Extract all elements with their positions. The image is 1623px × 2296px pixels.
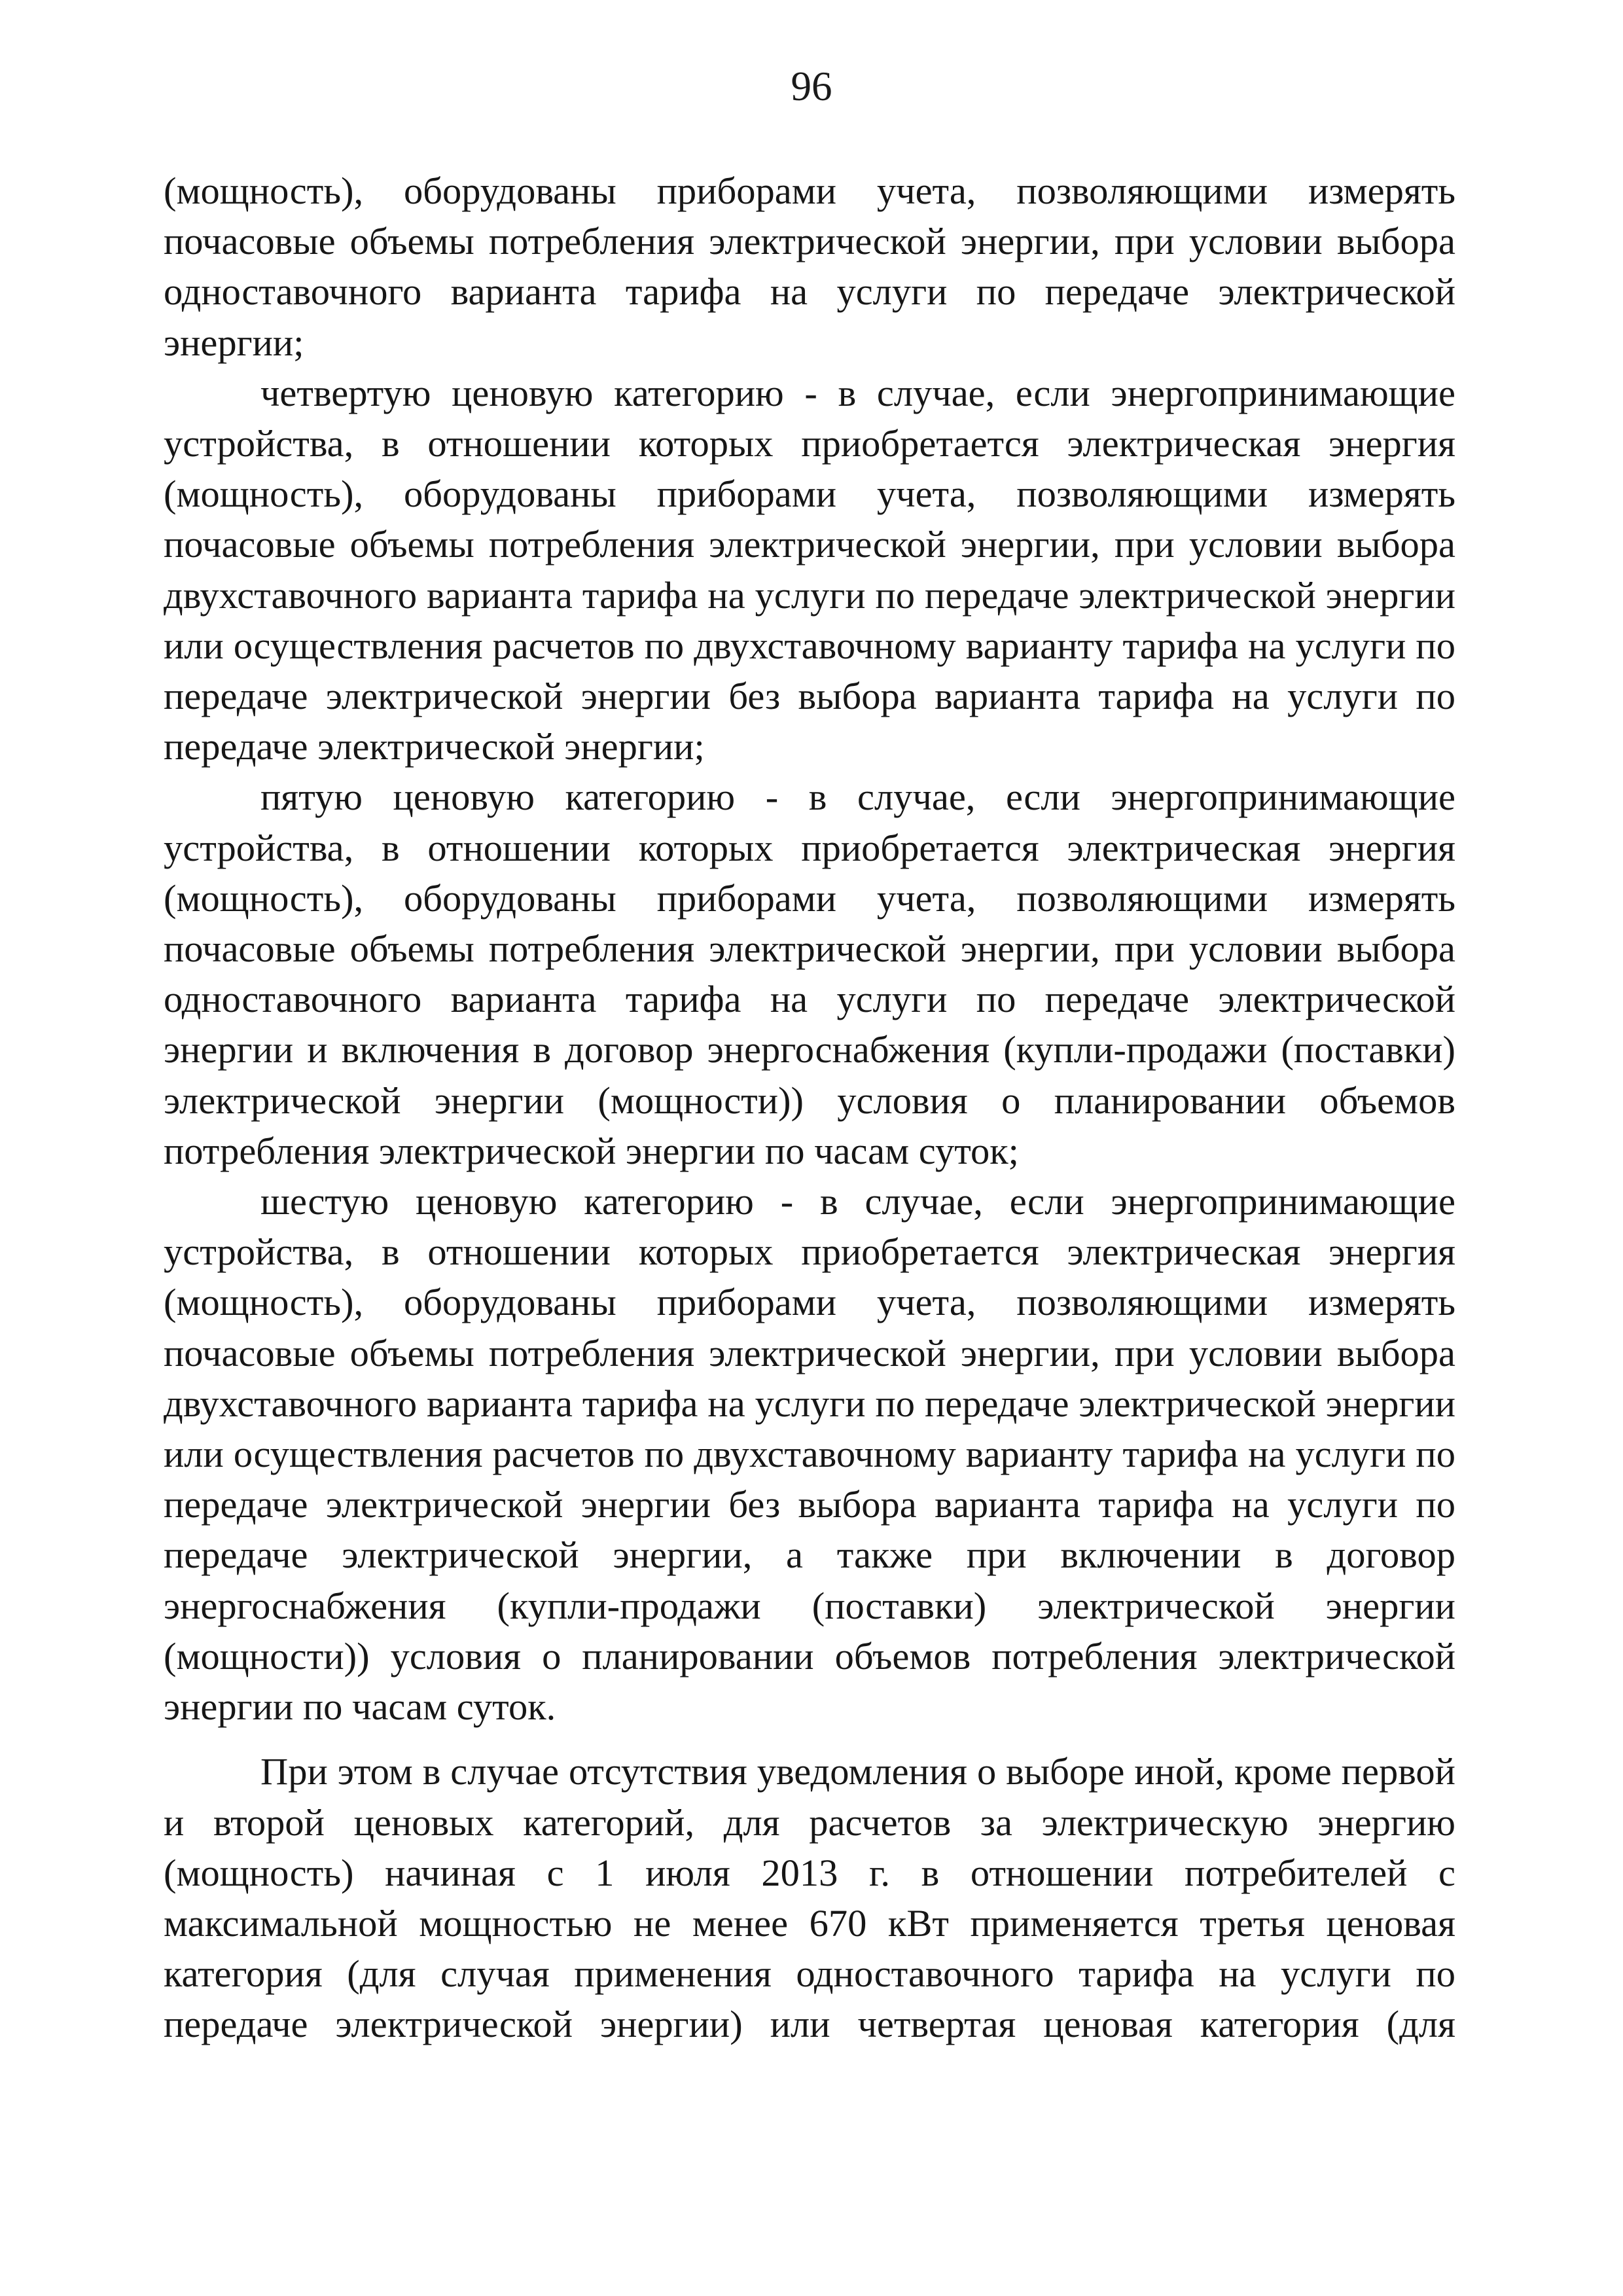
paragraph-default-category: При этом в случае отсутствия уведомления о выборе иной, кроме первой и второй ценовых категорий, для расчетов за электрическую энергию (мощность) начиная с 1 июля 2013 г. в отношении потребителей с максимальной мощностью не менее 670 кВт применяется третья ценовая категория (для случая применения одноставочного тарифа на услуги по передаче электрической энергии) или четвертая ценовая категория (для [164, 1750, 1455, 2046]
paragraph-fourth-category: четвертую ценовую категорию - в случае, если энергопринимающие устройства, в отношении которых приобретается электрическая энергия (мощность), оборудованы приборами учета, позволяющими измерять почасовые объемы потребления электрической энергии, при условии выбора двухставочного варианта тарифа на услуги по передаче электрической энергии или осуществления расчетов по двухставочному варианту тарифа на услуги по передаче электрической энергии без выбора варианта тарифа на услуги по передаче электрической энергии; [164, 371, 1455, 768]
paragraph-continuation: (мощность), оборудованы приборами учета, позволяющими измерять почасовые объемы потребления электрической энергии, при условии выбора одноставочного варианта тарифа на услуги по передаче электрической энергии; [164, 170, 1455, 364]
paragraph-sixth-category: шестую ценовую категорию - в случае, если энергопринимающие устройства, в отношении которых приобретается электрическая энергия (мощность), оборудованы приборами учета, позволяющими измерять почасовые объемы потребления электрической энергии, при условии выбора двухставочного варианта тарифа на услуги по передаче электрической энергии или осуществления расчетов по двухставочному варианту тарифа на услуги по передаче электрической энергии без выбора варианта тарифа на услуги по передаче электрической энергии, а также при включении в договор энергоснабжения (купли-продажи (поставки) электрической энергии (мощности)) условия о планировании объемов потребления электрической энергии по часам суток. [164, 1180, 1455, 1729]
paragraph-fifth-category: пятую ценовую категорию - в случае, если энергопринимающие устройства, в отношении которых приобретается электрическая энергия (мощность), оборудованы приборами учета, позволяющими измерять почасовые объемы потребления электрической энергии, при условии выбора одноставочного варианта тарифа на услуги по передаче электрической энергии и включения в договор энергоснабжения (купли-продажи (поставки) электрической энергии (мощности)) условия о планировании объемов потребления электрической энергии по часам суток; [164, 776, 1455, 1172]
document-body [164, 166, 1455, 2050]
page-number: 96 [791, 63, 832, 109]
